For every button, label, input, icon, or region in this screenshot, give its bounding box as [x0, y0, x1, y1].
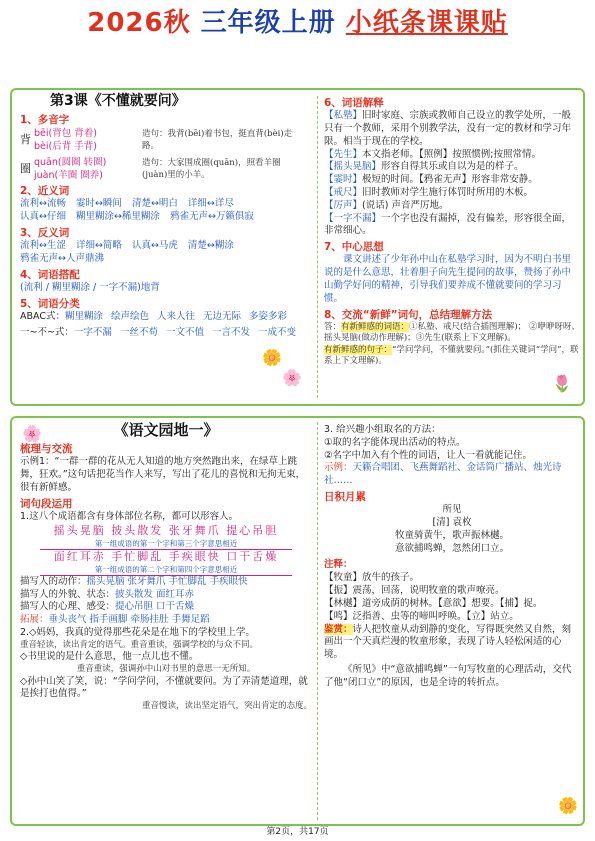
question-2: 2.◇妈妈，我真的觉得那些花朵是在地下的学校里上学。 — [20, 627, 255, 639]
title-year: 2026秋 — [87, 8, 191, 38]
section-polyphone: 1、多音字 — [20, 113, 70, 126]
fresh-answer: 答：有新鲜感的词语：①私塾、戒尺(结合插图理解)； ②咿咿呀呀、摇头晃脑(做动作理解)；③先生(联系上下文理解)。 — [324, 321, 580, 344]
flower-icon: 🌸 — [22, 424, 42, 443]
note-2: 【振】震荡，回荡，说明牧童的歌声嘹亮。 — [324, 585, 505, 597]
question-2b-note: 重音重读，强调孙中山对书里的意思一无所知。 — [76, 664, 256, 675]
poem-line-1: 牧童骑黄牛，歌声振林樾。 — [394, 529, 509, 541]
action-idioms: 描写人的动作：摇头晃脑 张牙舞爪 手忙脚乱 手疾眼快 — [20, 575, 248, 587]
section-antonym: 3、反义词 — [20, 227, 70, 240]
garden-right-column — [324, 424, 580, 824]
section-explain: 6、词语解释 — [324, 97, 384, 109]
idioms-row-1: 摇头晃脑 披头散发 张牙舞爪 提心吊胆 — [53, 523, 279, 537]
poem-author: [清] 袁枚 — [432, 517, 472, 529]
poem-title: 所见 — [442, 504, 462, 516]
note-3: 【林樾】道旁成荫的树林。【意欲】想要。【捕】捉。 — [324, 597, 543, 609]
lesson-heading: 第3课《不懂就要问》 — [50, 93, 186, 109]
explain-5: 【戒尺】旧时教师对学生施行体罚时所用的木板。 — [324, 187, 534, 199]
fresh-sentence: 有新鲜感的句子：“学问学问，不懂就要问。”(抓住关键词“学问”，联系上下文理解)。 — [324, 344, 579, 367]
note-1: 【牧童】放牛的孩子。 — [324, 572, 420, 584]
section-fresh: 8、交流“新鲜”词句，总结理解方法 — [324, 308, 493, 321]
question-2c-note: 重音慢读，读出坚定语气，突出肯定的态度。 — [141, 701, 312, 712]
synonym-row-2: 认真↔仔细 糊里糊涂↔稀里糊涂 鸦雀无声↔万籁俱寂 — [20, 211, 254, 223]
idioms-row-2: 面红耳赤 手忙脚乱 手疾眼快 口干舌燥 — [53, 549, 279, 563]
polyphone-bei: 背 bēi(背包 背着) bèi(后背 手背) 造句：我背(bēi)着书包，挺直背(bèi)走路。 — [20, 128, 293, 152]
garden-panel — [10, 416, 585, 826]
abac-row: ABAC式： 糊里糊涂 绘声绘色 人来人往 无边无际 多姿多彩 — [20, 311, 288, 323]
synonym-row-1: 流利↔流畅 霎时↔瞬间 清楚↔明白 详细↔详尽 — [20, 198, 234, 210]
lesson-right-column — [324, 94, 580, 404]
section-classify: 5、词语分类 — [20, 297, 80, 310]
question-2c: ◇孙中山笑了笑，说：“学问学问，不懂就要问。为了弄清楚道理，就是挨打也值得。” — [20, 675, 308, 700]
explain-6: 【厉声】(说话) 声音严厉地。 — [324, 199, 449, 211]
title-series: 小纸条课课贴 — [345, 8, 508, 38]
flower-icon: 🌸 — [282, 368, 302, 387]
mind-idioms: 描写人的心理、感受：提心吊胆 口干舌燥 — [20, 601, 195, 613]
section-practice: 词句段运用 — [20, 497, 73, 510]
appreciation: 鉴赏：诗人把牧童从动到静的变化，写得既突然又自然，刻画出一个天真烂漫的牧童形象，表现了诗人轻松闲适的心境。 — [324, 623, 572, 661]
page-number: 第2页，共17页 — [266, 827, 329, 837]
garden-heading: 《语文园地一》 — [113, 421, 219, 439]
question-1: 1.这八个成语都含有身体部位名称，都可以形容人。 — [20, 511, 239, 523]
section-sort-exchange: 梳理与交流 — [20, 443, 73, 456]
column-divider — [317, 422, 318, 820]
section-daily: 日积月累 — [324, 491, 366, 504]
idioms-note-1: 第一组成语的第一个字和第三个字意思相近 — [40, 539, 292, 550]
explain-2: 【先生】本文指老师。【照例】按照惯例;按照常情。 — [324, 148, 541, 160]
poem — [324, 504, 580, 555]
polyphone-quan: 圈 quān(圆圈 转圈) juàn(羊圈 圈养) 造句：大家围成圈(quān)，照看羊圈(juàn)里的小羊。 — [20, 156, 281, 181]
section-center: 7、中心思想 — [324, 241, 384, 254]
flower-icon: 🌼 — [558, 796, 578, 815]
explain-7: 【一字不漏】一个字也没有漏掉，没有偏差，形容很全面，非常细心。 — [324, 212, 572, 237]
lesson-panel — [10, 88, 585, 406]
extension-idioms: 拓展：垂头丧气 指手画脚 牵肠挂肚 手舞足蹈 — [20, 614, 210, 626]
poem-line-2: 意欲捕鸣蝉，忽然闭口立。 — [394, 542, 509, 554]
question-2b: ◇书里说的是什么意思，他一点儿也不懂。 — [20, 651, 199, 663]
section-collocation: 4、词语搭配 — [20, 268, 80, 281]
question-2-note: 重音轻读，读出肯定的语气。重音重读，强调学校的与众不同。 — [20, 639, 259, 650]
flower-icon: 🌼 — [262, 348, 282, 367]
column-divider — [317, 96, 318, 398]
question-3-example: 示例：天籁合唱团、飞燕舞蹈社、金话筒广播站、烛光诗社…… — [324, 462, 562, 487]
example-1: 示例1：“一群一群的花从无人知道的地方突然跑出来，在绿草上跳舞，狂欢。”这句话把花当作人来写，写出了花儿的喜悦和无拘无束，很有新鲜感。 — [20, 456, 306, 494]
explain-3: 【摇头晃脑】形容自得其乐或自以为是的样子。 — [324, 161, 524, 173]
antonym-row-1: 流利↔生涩 详细↔简略 认真↔马虎 清楚↔糊涂 — [20, 240, 234, 252]
note-4: 【鸣】泛指善、虫等的啼叫呼唤。【立】站立。 — [324, 610, 519, 622]
question-3b: ②名字中加入有个性的词语，让人一看就能记住。 — [324, 449, 533, 461]
explain-1: 【私塾】旧时家庭、宗族或教师自己设立的教学处所，一般只有一个教师，采用个别教学法，没有一定的教材和学习年限。相当于现在的学校。 — [324, 110, 572, 147]
center-idea: 课文讲述了少年孙中山在私塾学习时，因为不明白书里说的是什么意思，壮着胆子向先生提问的故事，赞扬了孙中山勤学好问的精神，引导我们要养成不懂就要问的学习习惯。 — [324, 254, 572, 304]
title-grade: 三年级上册 — [200, 8, 336, 38]
yibu-row: 一~不~式： 一字不漏 一丝不苟 一文不值 一言不发 一成不变 — [20, 326, 296, 338]
page-title — [0, 6, 595, 40]
poem-analysis: 《所见》中“意欲捕鸣蝉”一句写牧童的心理活动，交代了他“闭口立”的原因，也是全诗的转折点。 — [324, 663, 572, 688]
notes-label: 注释： — [324, 559, 353, 571]
idioms-note-2: 第一组成语的第二个字和第四个字意思相近 — [40, 565, 292, 576]
question-3a: ①取的名字能体现出活动的特点。 — [324, 436, 466, 448]
question-3: 3. 给兴趣小组取名的方法： — [324, 424, 441, 435]
flower-icon: 🌷 — [552, 374, 572, 393]
section-synonym: 2、近义词 — [20, 185, 70, 198]
garden-left-column — [20, 420, 312, 824]
look-idioms: 描写人的外貌、状态：披头散发 面红耳赤 — [20, 588, 195, 600]
antonym-row-2: 鸦雀无声↔人声鼎沸 — [20, 253, 104, 265]
explain-4: 【霎时】极短的时间。【鸦雀无声】形容非常安静。 — [324, 174, 538, 186]
collocation: (流利 / 糊里糊涂 / 一字不漏)地背 — [20, 282, 160, 294]
